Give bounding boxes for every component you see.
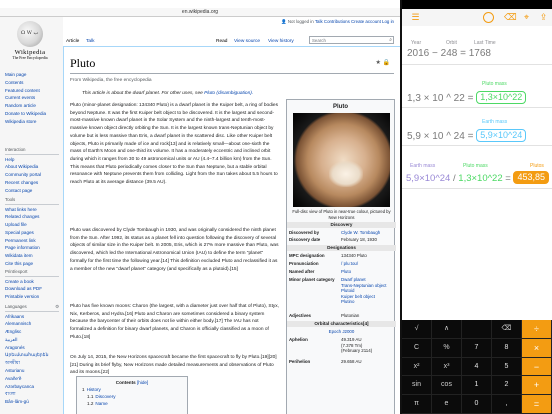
toc-item[interactable] — [82, 400, 182, 407]
nav-create-book[interactable]: Create a book — [5, 278, 34, 284]
toc-item[interactable] — [82, 386, 182, 393]
nav-cite[interactable]: Cite this page — [5, 261, 34, 267]
nav-store[interactable]: Wikipedia store — [5, 118, 37, 124]
page-title: Pluto — [70, 56, 394, 74]
ib-value-list — [341, 277, 395, 305]
label-plutos: Plutos — [530, 163, 544, 169]
calc-line-4[interactable] — [406, 171, 549, 184]
calc-sheet — [402, 9, 552, 329]
label-year: Year — [411, 40, 422, 46]
wikipedia-logo[interactable] — [7, 21, 53, 63]
lang-item[interactable]: Bân-lâm-gú — [5, 399, 29, 405]
search-input[interactable] — [309, 36, 394, 44]
nav-languages — [5, 304, 59, 406]
nav-tools — [5, 197, 59, 268]
label-earth-mass: Earth mass — [482, 119, 508, 125]
star-icon[interactable]: ★ — [375, 60, 381, 66]
ib-key: Discovered by — [289, 230, 320, 235]
ib-value: February 18, 1930 — [341, 237, 377, 242]
wikipedia-wordmark: Wikipedia — [14, 49, 46, 56]
nav-help[interactable]: Help — [5, 156, 15, 162]
nav-print — [5, 269, 59, 301]
user-links — [281, 19, 394, 25]
key-decimal[interactable]: , — [492, 395, 522, 414]
nav-main-page[interactable]: Main page — [5, 72, 27, 77]
table-of-contents — [76, 376, 188, 414]
key-power[interactable]: ∧ — [432, 320, 462, 339]
nav-donate[interactable]: Donate to Wikipedia — [5, 110, 47, 116]
calc-line-3-expr: 5,9 × 10 ^ 24 = — [407, 131, 474, 142]
hamburger-icon[interactable]: ☰ — [411, 12, 420, 22]
talk-link[interactable]: Talk — [314, 19, 323, 24]
label-pluto-mass: Pluto mass — [482, 81, 507, 87]
paragraph-2: Pluto was discovered by Clyde Tombaugh in 1930, and was originally considered the ninth planet from the Sun. After 1992, its status as a planet fell into question following the discovery of several objects of similar size in the Kuiper belt. In 2005, Eris, which is 27% more massive than Pluto, was discovered, which led the International Astronomical Union (IAU) to define the term "planet" formally for the first time the following year.[14] This definition excluded Pluto and reclassified it as a member of the new "dwarf planet" category (and specifically as a plutoid).[15] — [70, 228, 279, 272]
nav-main — [5, 71, 46, 126]
nav-interaction — [5, 147, 59, 194]
lang-item[interactable]: Արեւմտահայերեն — [5, 352, 49, 358]
nav-featured[interactable]: Featured content — [5, 87, 40, 93]
key-divide[interactable]: ÷ — [522, 320, 552, 339]
paragraph-4: On July 14, 2015, the New Horizons spacecraft became the first spacecraft to fly by Pluto.[19][20][21] During its brief flyby, New Horizons made detailed measurements and observations of Pluto and its moons.[22] — [70, 355, 277, 376]
wikipedia-tagline: The Free Encyclopedia — [12, 56, 48, 60]
article-content — [63, 47, 400, 414]
hatnote-link[interactable]: Pluto (disambiguation). — [204, 91, 254, 96]
calc-line-2[interactable] — [407, 91, 526, 104]
toc-label: Name — [95, 401, 108, 406]
label-earth-mass-ref: Earth mass — [410, 163, 436, 169]
key-e[interactable]: e — [432, 395, 462, 414]
infobox-epoch[interactable]: Epoch J2000 — [328, 329, 355, 334]
ib-key: Named after — [289, 269, 315, 274]
calc-toolbar — [402, 9, 552, 26]
toc-num: 1.1 — [87, 394, 94, 399]
key-cube[interactable]: x³ — [432, 358, 462, 377]
wiki-header — [63, 17, 400, 47]
nav-languages-heading — [5, 304, 59, 312]
ib-key[interactable]: MPC designation — [289, 253, 325, 258]
nav-special[interactable]: Special pages — [5, 229, 34, 235]
infobox — [286, 99, 395, 414]
nav-contact[interactable]: Contact page — [5, 187, 33, 193]
key-equals[interactable]: = — [522, 395, 552, 414]
key-plus[interactable]: + — [522, 376, 552, 395]
key-4[interactable]: 4 — [462, 358, 492, 377]
nav-page-info[interactable]: Page information — [5, 245, 40, 251]
infobox-discovery-heading: Discovery — [287, 222, 396, 228]
ib-key: Adjectives — [289, 313, 311, 318]
nav-what-links[interactable]: What links here — [5, 206, 37, 212]
lang-item[interactable]: বাংলা — [5, 391, 16, 397]
key-1[interactable]: 1 — [462, 376, 492, 395]
ib-key[interactable]: Perihelion — [289, 359, 311, 364]
gear-icon[interactable]: ⚙ — [55, 304, 59, 309]
nav-print-heading: Print/export — [5, 269, 59, 277]
calc-line-1[interactable]: 2016 − 248 = 1768 — [407, 48, 491, 59]
nav-printable[interactable]: Printable version — [5, 294, 40, 300]
nav-related[interactable]: Related changes — [5, 214, 40, 220]
nav-contents[interactable]: Contents — [5, 79, 24, 85]
key-sqrt[interactable]: √ — [402, 320, 432, 339]
wiki-sidebar — [0, 17, 63, 414]
hatnote — [82, 91, 394, 96]
nav-upload[interactable]: Upload file — [5, 222, 27, 228]
key-pi[interactable]: π — [402, 395, 432, 414]
key-sin[interactable]: sin — [402, 376, 432, 395]
ib-value: 29.658 AU — [341, 359, 362, 364]
key-clear[interactable]: C — [402, 339, 432, 358]
infobox-caption: Full-disc view of Pluto in near-true colour, pictured by New Horizons — [292, 209, 391, 220]
ib-key[interactable]: Minor planet category — [289, 277, 335, 282]
nav-tools-heading: Tools — [5, 197, 59, 205]
key-7[interactable]: 7 — [462, 339, 492, 358]
ib-value[interactable]: Trans-Neptunian object — [341, 282, 387, 288]
nav-permanent[interactable]: Permanent link — [5, 237, 36, 243]
tab-view-history[interactable]: View history — [268, 39, 294, 44]
page-subtitle: From Wikipedia, the free encyclopedia — [70, 78, 152, 83]
nav-community[interactable]: Community portal — [5, 172, 41, 178]
ref-pluto-mass[interactable]: 1,3×10^22 — [458, 173, 503, 184]
ib-value[interactable]: Plutino — [341, 299, 355, 305]
line-separator — [402, 107, 552, 108]
key-cos[interactable]: cos — [432, 376, 462, 395]
tab-article[interactable]: Article — [66, 39, 80, 44]
line-separator — [402, 64, 552, 65]
tab-read[interactable]: Read — [216, 39, 228, 44]
lang-item[interactable]: Azərbaycanca — [5, 383, 35, 389]
toc-label: History — [86, 387, 101, 392]
nav-interaction-heading: Interaction — [5, 147, 59, 155]
nav-about[interactable]: About Wikipedia — [5, 164, 39, 170]
lang-item[interactable]: Aragonés — [5, 344, 25, 350]
calc-line-3[interactable] — [407, 129, 526, 142]
tag-icon[interactable]: ⌖ — [523, 12, 530, 22]
ib-value[interactable]: Plutoid — [341, 288, 355, 294]
paragraph-3: Pluto has five known moons: Charon (the largest, with a diameter just over half that of Pluto), Styx, Nix, Kerberos, and Hydra.[16] Pluto and Charon are sometimes considered a binary system because the barycenter of their orbits does not lie within either body.[17] The IAU has not formalized a definition for binary dwarf planets, and Charon is officially classified as a moon of Pluto.[18] — [70, 304, 280, 340]
toc-hide-link[interactable]: [hide] — [136, 380, 149, 385]
ib-value: 49.319 AU — [341, 337, 362, 342]
nav-pdf[interactable]: Download as PDF — [5, 286, 43, 292]
toc-item[interactable] — [82, 393, 182, 400]
calc-line-2-expr: 1,3 × 10 ^ 22 = — [407, 93, 474, 104]
ib-value[interactable]: /ˈpluːtoʊ/ — [341, 261, 359, 266]
calc-keypad — [402, 320, 552, 414]
key-blank[interactable] — [462, 320, 492, 339]
not-logged-in: Not logged in — [287, 19, 314, 24]
search-placeholder: Search — [312, 38, 326, 43]
ib-value: (7.378 Tm) — [341, 342, 363, 348]
toc-num: 1.2 — [87, 401, 94, 406]
nav-recent[interactable]: Recent changes — [5, 179, 39, 185]
lang-item[interactable]: অসমীয়া — [5, 360, 20, 366]
languages-label: Languages — [5, 304, 27, 309]
tombaugh-regio — [329, 161, 363, 187]
infobox-orbital-heading: Orbital characteristics[4] — [287, 321, 396, 327]
share-icon[interactable]: ⇪ — [539, 12, 548, 22]
ib-value[interactable]: Pluto — [341, 269, 352, 274]
circle-icon[interactable] — [483, 12, 494, 23]
key-0[interactable]: 0 — [462, 395, 492, 414]
key-5[interactable]: 5 — [492, 358, 522, 377]
ib-value: 134340 Pluto — [341, 253, 367, 258]
nav-random[interactable]: Random article — [5, 103, 36, 109]
line-separator — [402, 188, 552, 189]
wikipedia-globe-icon — [17, 21, 43, 47]
label-pluto-mass-ref: Pluto mass — [463, 163, 488, 169]
key-percent[interactable]: % — [432, 339, 462, 358]
toc-num: 1 — [82, 387, 85, 392]
search-icon[interactable]: ⌕ — [389, 37, 392, 43]
lang-item[interactable]: العربية — [5, 336, 18, 342]
ib-value[interactable]: Kuiper belt object — [341, 293, 375, 299]
op-divide: / — [450, 173, 459, 184]
result-pluto-mass[interactable]: 1,3×10^22 — [476, 91, 526, 104]
calculator-app — [402, 0, 552, 414]
tab-view-source[interactable]: View source — [234, 39, 261, 44]
address-url[interactable]: en.wikipedia.org — [181, 9, 219, 15]
pluto-image[interactable] — [293, 113, 390, 207]
label-last-time: Last Time — [474, 40, 496, 46]
infobox-designations-heading: Designations — [287, 245, 396, 251]
lang-item[interactable]: Afrikaans — [5, 313, 25, 319]
toc-label: Discovery — [95, 394, 116, 399]
tab-talk[interactable]: Talk — [86, 39, 95, 44]
ib-value: Plutonian — [341, 313, 360, 318]
toc-title-text: Contents — [115, 380, 136, 385]
nav-current-events[interactable]: Current events — [5, 95, 36, 101]
address-bar[interactable] — [0, 8, 400, 17]
line-separator — [402, 145, 552, 146]
op-equals: = — [502, 173, 514, 184]
contributions-link[interactable]: Contributions — [323, 19, 350, 24]
page-indicators — [375, 59, 390, 66]
key-8[interactable]: 8 — [492, 339, 522, 358]
paragraph-1: Pluto (minor-planet designation: 134340 Pluto) is a dwarf planet in the Kuiper belt, a ring of bodies beyond Neptune. It was the first Kuiper belt object to be discovered. It is the largest and second-most-massive known dwarf planet in the Solar System and the ninth-largest and tenth-most-massive known object directly orbiting the Sun. It is the largest known trans-Neptunian object by volume but is less massive than Eris, a dwarf planet in the scattered disc. Like other Kuiper belt objects, Pluto is primarily made of ice and rock[13] and is relatively small—about one-sixth the mass of Earth's Moon and one-third its volume. It has a moderately eccentric and inclined orbit during which it ranges from 30 to 49 astronomical units or AU (4.4–7.4 billion km) from the Sun. This means that Pluto periodically comes closer to the Sun than Neptune, but a stable orbital resonance with Neptune prevents them from colliding. Light from the Sun takes about 5.5 hours to reach Pluto at its average distance (39.5 AU). — [70, 103, 278, 186]
label-orbit: Orbit — [446, 40, 457, 46]
lang-item[interactable]: Asturianu — [5, 368, 25, 374]
ib-value: (February 2114) — [341, 348, 373, 354]
key-multiply[interactable]: × — [522, 339, 552, 358]
ref-earth-mass[interactable]: 5,9×10^24 — [406, 173, 451, 184]
ib-value[interactable]: Clyde W. Tombaugh — [341, 230, 381, 235]
key-square[interactable]: x² — [402, 358, 432, 377]
hatnote-text: This article is about the dwarf planet. For other uses, see — [82, 91, 203, 96]
key-minus[interactable]: − — [522, 358, 552, 377]
create-account-link[interactable]: Create account — [351, 19, 381, 24]
result-earth-mass[interactable]: 5,9×10^24 — [476, 129, 526, 142]
key-backspace[interactable]: ⌫ — [492, 320, 522, 339]
lang-item[interactable]: Avañe'ẽ — [5, 375, 22, 381]
result-plutos[interactable]: 453,85 — [513, 171, 549, 184]
infobox-title: Pluto — [333, 104, 348, 110]
ib-value-list — [341, 337, 395, 354]
lang-item[interactable]: Alemannisch — [5, 321, 32, 327]
ib-key: Discovery date — [289, 237, 321, 242]
nav-wikidata[interactable]: Wikidata item — [5, 253, 33, 259]
user-icon: 👤 — [281, 19, 287, 24]
ib-key: Pronunciation — [289, 261, 319, 266]
eraser-icon[interactable]: ⌫ — [504, 12, 517, 22]
lang-item[interactable]: Ænglisc — [5, 329, 22, 335]
lock-icon[interactable]: 🔒 — [382, 60, 390, 66]
ib-value[interactable]: Dwarf planet — [341, 277, 366, 282]
key-2[interactable]: 2 — [492, 376, 522, 395]
toc-title — [82, 379, 182, 386]
ib-key[interactable]: Aphelion — [289, 337, 308, 342]
login-link[interactable]: Log in — [382, 19, 394, 24]
